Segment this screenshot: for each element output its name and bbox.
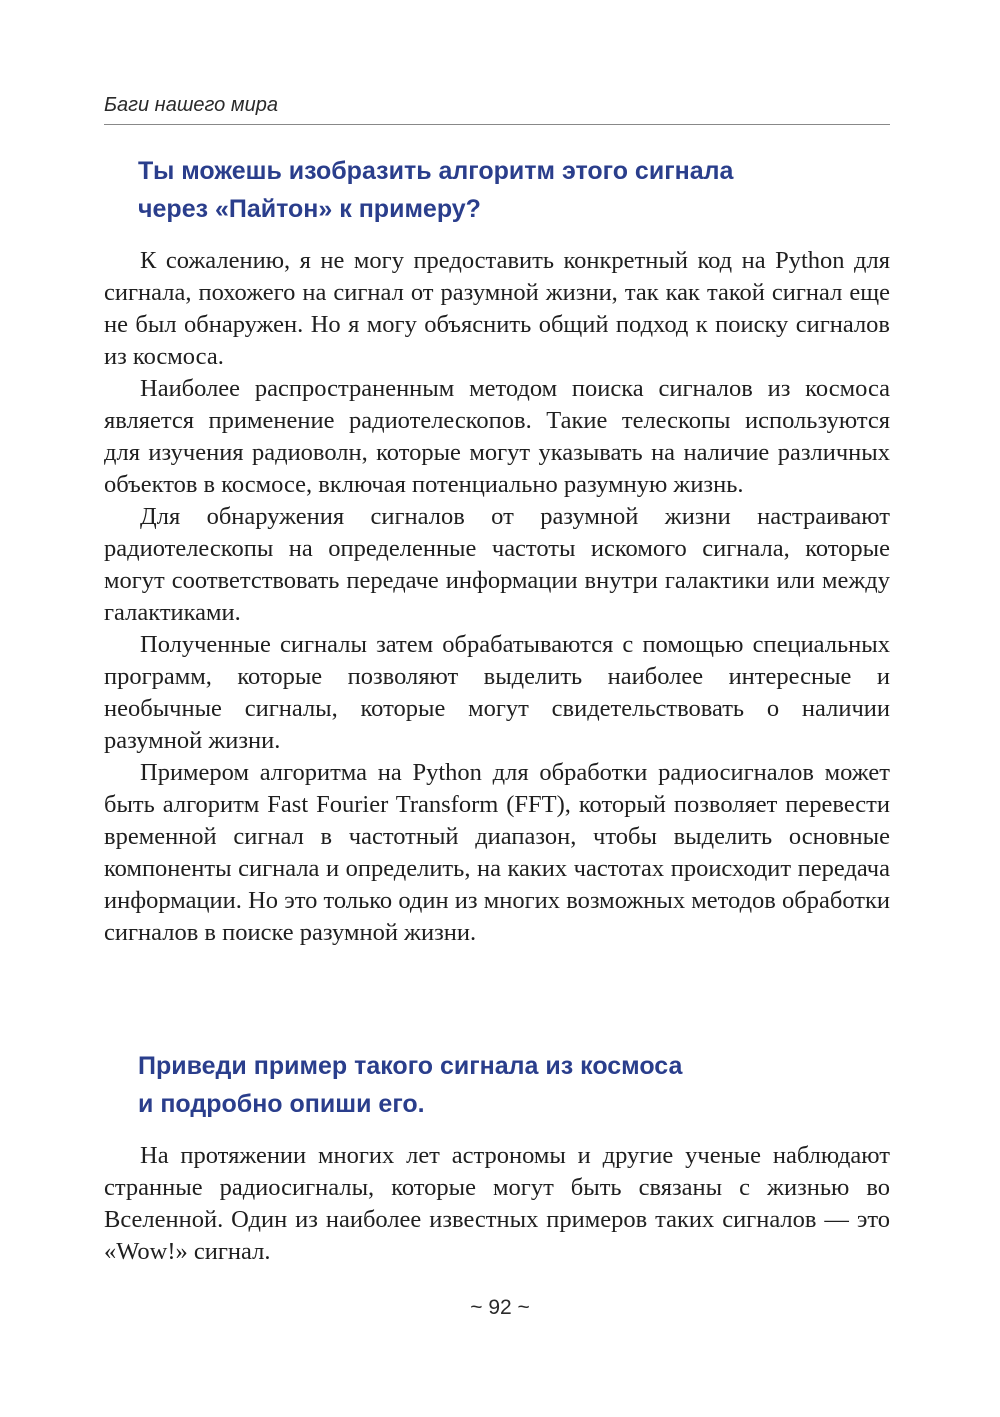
running-head: Баги нашего мира: [104, 94, 278, 116]
heading-line: Приведи пример такого сигнала из космоса: [138, 1052, 683, 1080]
paragraph: Полученные сигналы затем обрабатываются с помощью специальных программ, которые позволяют выделить наиболее интересные и необычные сигналы, которые могут свидетельствовать о наличии разумной жизни.: [104, 631, 890, 754]
heading-line: Ты можешь изобразить алгоритм этого сигнала: [138, 157, 734, 185]
paragraph: Примером алгоритма на Python для обработки радиосигналов может быть алгоритм Fast Fourier Transform (FFT), который позволяет перевести временной сигнал в частотный диапазон, чтобы выделить основные компоненты сигнала и определить, на каких частотах происходит передача информации. Но это только один из многих возможных методов обработки сигналов в поиске разумной жизни.: [104, 759, 890, 946]
page-number: ~ 92 ~: [470, 1296, 530, 1319]
section-heading-python-algorithm: [138, 152, 878, 228]
paragraph: Наиболее распространенным методом поиска сигналов из космоса является применение радиотелескопов. Такие телескопы используются для изучения радиоволн, которые могут указывать на наличие различных объектов в космосе, включая потенциально разумную жизнь.: [104, 375, 890, 498]
header-divider: [104, 124, 890, 125]
heading-line: через «Пайтон» к примеру?: [138, 195, 481, 223]
section-heading-signal-example: [138, 1047, 878, 1123]
paragraph: К сожалению, я не могу предоставить конкретный код на Python для сигнала, похожего на сигнал от разумной жизни, так как такой сигнал еще не был обнаружен. Но я могу объяснить общий подход к поиску сигналов из космоса.: [104, 247, 890, 370]
section-body-python-algorithm: [104, 245, 890, 949]
section-body-signal-example: [104, 1140, 890, 1268]
heading-line: и подробно опиши его.: [138, 1090, 425, 1118]
paragraph: На протяжении многих лет астрономы и другие ученые наблюдают странные радиосигналы, которые могут быть связаны с жизнью во Вселенной. Один из наиболее известных примеров таких сигналов — это «Wow!» сигнал.: [104, 1142, 890, 1265]
paragraph: Для обнаружения сигналов от разумной жизни настраивают радиотелескопы на определенные частоты искомого сигнала, которые могут соответствовать передаче информации внутри галактики или между галактиками.: [104, 503, 890, 626]
